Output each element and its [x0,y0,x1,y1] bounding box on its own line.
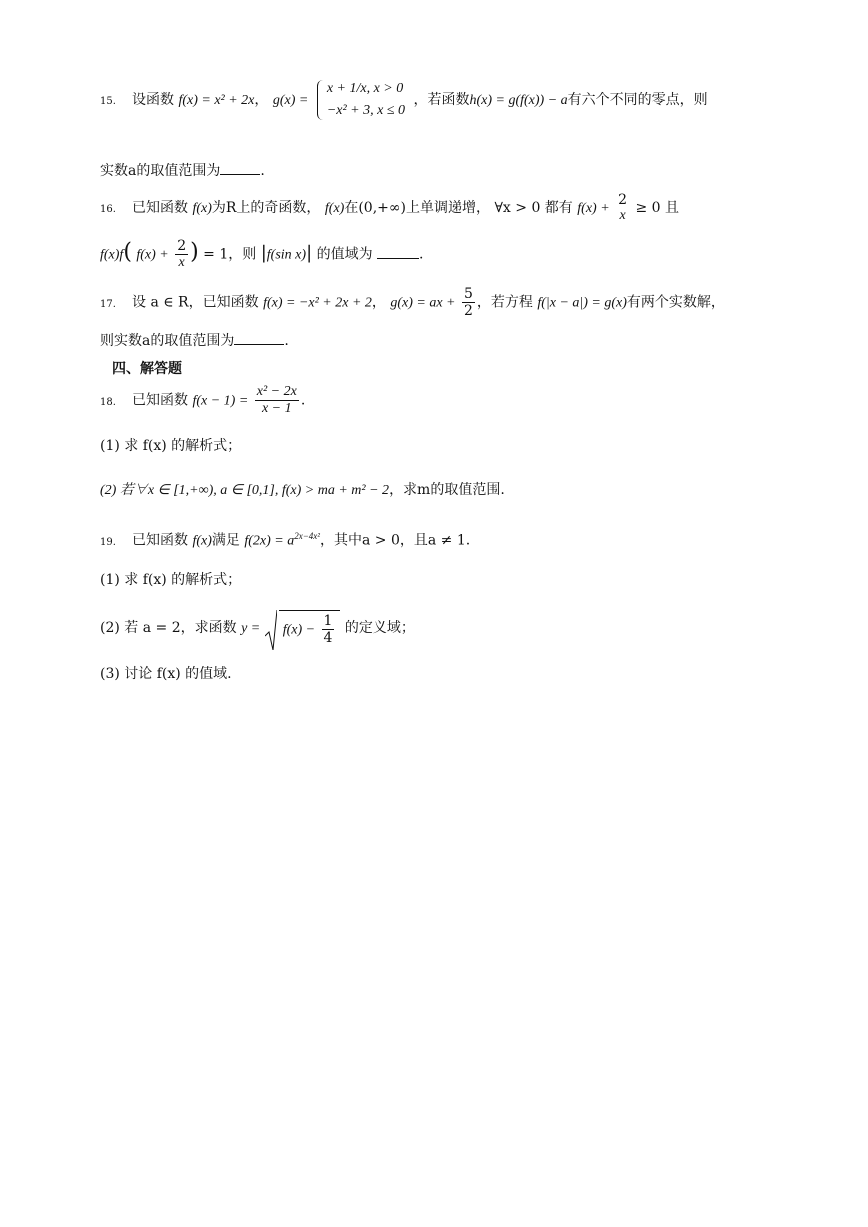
question-number: 19. [100,536,116,548]
section-heading: 四、解答题 [112,361,182,377]
question-18: 18. 已知函数 f(x − 1) = $\frac{\text{x² − 2x}}{x - 1}$ . [100,384,306,416]
question-15-line-2: 实数a的取值范围为 . [100,160,780,181]
question-19-part-3: (3) 讨论 f(x) 的值域. [100,666,232,682]
question-15: 15. 设函数 f(x) = x² + 2x， g(x) = x + 1/x, x > 0 −x² + 3, x ≤ 0 ，若函数h(x) = g(f(x)) − a有六个不同的零点，则 [100,78,780,122]
question-19-part-1: (1) 求 f(x) 的解析式； [100,572,242,588]
square-root: f(x) − $\frac{1}{4}$ [265,610,341,646]
question-number: 18. [100,396,116,408]
question-number: 16. [100,204,116,215]
fraction: 2 x [618,192,628,223]
question-16-line-2: f(x)f( f(x) + $\frac{2}{x}$ ) = 1，则 |f(sin x)| 的值域为 . [100,238,424,270]
radical-sign-icon [265,610,277,650]
question-19-part-2: (2) 若 a = 2，求函数 y = f(x) − $\frac{1}{4}$ 的定义域； [100,610,780,646]
answer-blank[interactable] [220,160,260,175]
answer-blank[interactable] [234,330,284,345]
answer-blank[interactable] [377,244,419,259]
fraction: $\frac{5}{2}$ [463,286,473,319]
piecewise-function: x + 1/x, x > 0 −x² + 3, x ≤ 0 [317,78,405,122]
question-17: 17. 设 a ∈ R，已知函数 f(x) = −x² + 2x + 2， g(x) = ax + $\frac{5}{2}$ ，若方程 f(|x − a|) = g(x)有两个实数解， [100,286,725,319]
fraction: $\frac{\text{x² − 2x}}{x - 1}$ [256,384,297,416]
question-19: 19. 已知函数 f(x)满足 $f(2x) = a^{2x-4x^2}$，其中a > 0，且a ≠ 1. [100,526,780,553]
question-18-part-2: (2) 若∀x ∈ [1,+∞), a ∈ [0,1], f(x) > ma + m² − 2，求m的取值范围. [100,482,505,498]
fraction: $\frac{1}{4}$ [323,613,333,646]
question-number: 17. [100,298,116,310]
question-18-part-1: (1) 求 f(x) 的解析式； [100,438,242,454]
question-17-line-2: 则实数a的取值范围为 . [100,330,780,351]
question-16: 16. 已知函数 f(x)为R上的奇函数， f(x)在(0,+∞)上单调递增， ∀x > 0 都有 f(x) + 2 x ≥ 0 且 [100,192,680,223]
question-number: 15. [100,96,116,107]
fraction: $\frac{2}{x}$ [177,238,187,270]
